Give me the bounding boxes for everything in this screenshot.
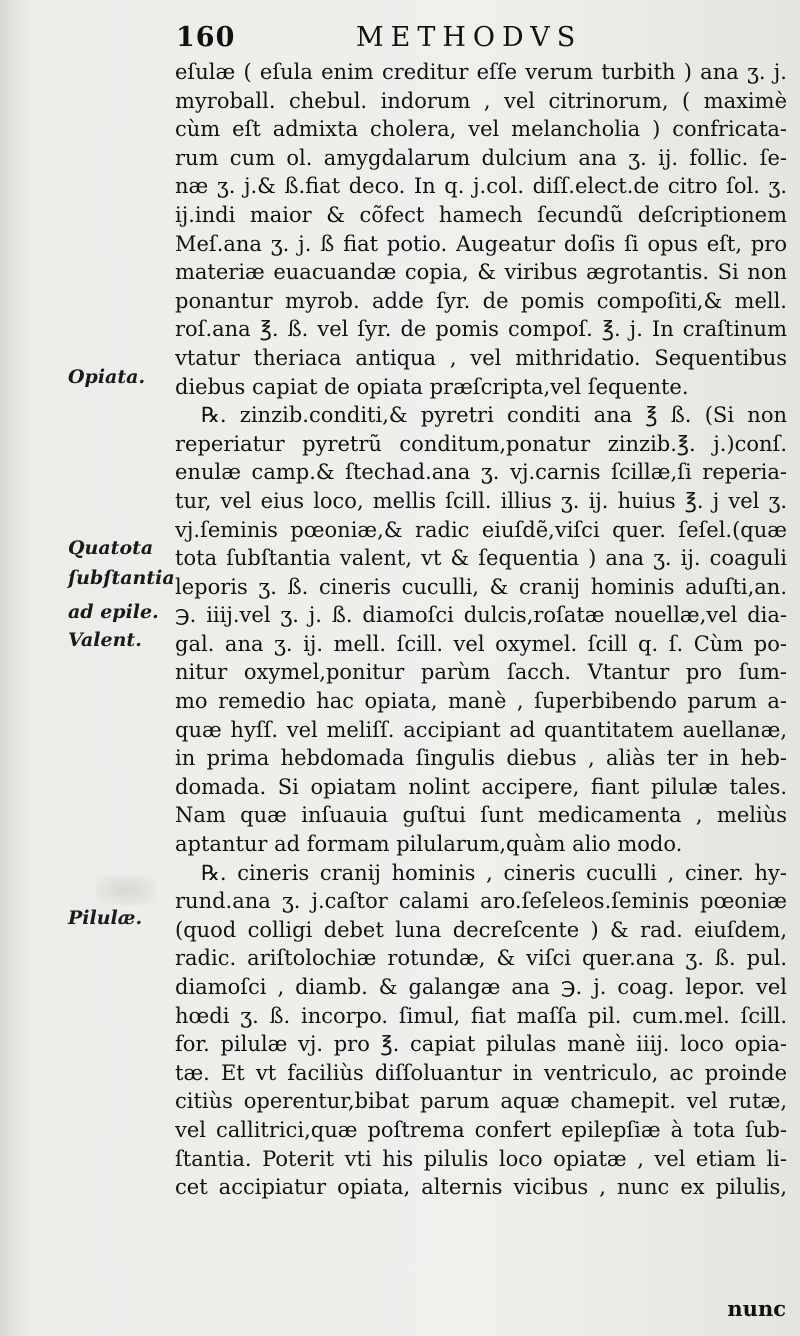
text-line: (quod colligi debet luna decreſcente ) & rad. eiuſdem, bbox=[175, 917, 787, 942]
text-line: domada. Si opiatam nolint accipere, fiant pilulæ tales. bbox=[175, 774, 787, 799]
margin-note-quatota: Quatota bbox=[68, 537, 154, 559]
text-line: ſtantia. Poterit vti his pilulis loco opiatæ , vel etiam li- bbox=[175, 1146, 787, 1171]
text-line: Meſ.ana ʒ. j. ß fiat potio. Augeatur doſis ſi opus eſt, pro bbox=[175, 231, 787, 256]
text-line: nitur oxymel,ponitur parùm ſacch. Vtantur pro ſum- bbox=[175, 660, 787, 685]
text-line: rund.ana ʒ. j.caſtor calami aro.ſeſeleos.ſeminis pœoniæ bbox=[175, 889, 787, 914]
text-line: vtatur theriaca antiqua , vel mithridatio. Sequentibus bbox=[175, 345, 787, 370]
text-line: eſulæ ( eſula enim creditur eſſe verum turbith ) ana ʒ. j. bbox=[175, 60, 787, 84]
text-line: rum cum ol. amygdalarum dulcium ana ʒ. ij. follic. ſe- bbox=[175, 145, 787, 170]
text-line: materiæ euacuandæ copia, & viribus ægrotantis. Si non bbox=[175, 260, 787, 285]
text-line: tur, vel eius loco, mellis ſcill. illius ʒ. ij. huius ℥. j vel ʒ. bbox=[175, 488, 787, 513]
margin-note-valent: Valent. bbox=[68, 629, 142, 651]
text-line: Nam quæ inſuauia guſtui ſunt medicamenta , meliùs bbox=[175, 803, 787, 828]
text-line: quæ hyſſ. vel meliſſ. accipiant ad quantitatem auellanæ, bbox=[175, 717, 787, 742]
text-line: næ ʒ. j.& ß.fiat deco. In q. j.col. diſſ.elect.de citro ſol. ʒ. bbox=[175, 174, 787, 199]
text-line: roſ.ana ℥. ß. vel ſyr. de pomis compoſ. ℥. j. In craſtinum bbox=[175, 317, 787, 342]
ink-smudge bbox=[96, 875, 156, 905]
text-line: reperiatur pyretrũ conditum,ponatur zinzib.℥. j.)conſ. bbox=[175, 431, 787, 456]
body-text bbox=[175, 58, 787, 1202]
text-line: ponantur myrob. adde ſyr. de pomis compoſiti,& mell. bbox=[175, 288, 787, 313]
text-line: radic. ariſtolochiæ rotundæ, & viſci quer.ana ʒ. ß. pul. bbox=[175, 946, 787, 971]
text-line: vj.ſeminis pœoniæ,& radic eiuſdẽ,viſci quer. ſeſel.(quæ bbox=[175, 517, 787, 542]
page-number: 160 bbox=[176, 22, 236, 53]
text-line: hœdi ʒ. ß. incorpo. ſimul, fiat maſſa pil. cum.mel. ſcill. bbox=[175, 1003, 787, 1028]
page-header bbox=[176, 20, 786, 60]
margin-note-ad-epile: ad epile. bbox=[68, 601, 159, 623]
text-line: ij.indi maior & cõfect hamech ſecundũ deſcriptionem bbox=[175, 202, 787, 227]
text-line: vel callitrici,quæ poſtrema confert epilepſiæ à tota ſub- bbox=[175, 1117, 787, 1142]
catchword: nunc bbox=[727, 1296, 786, 1321]
text-line: citiùs operentur,bibat parum aquæ chamepit. vel rutæ, bbox=[175, 1089, 787, 1114]
margin-note-opiata: Opiata. bbox=[68, 366, 146, 388]
text-line: tæ. Et vt faciliùs diſſoluantur in ventriculo, ac proinde bbox=[175, 1060, 787, 1085]
text-line: ℞. zinzib.conditi,& pyretri conditi ana ℥ ß. (Si non bbox=[201, 403, 787, 428]
text-line: cet accipiatur opiata, alternis vicibus , nunc ex pilulis, bbox=[175, 1175, 787, 1200]
text-line: in prima hebdomada ſingulis diebus , aliàs ter in heb- bbox=[175, 746, 787, 771]
text-line: for. pilulæ vj. pro ℥. capiat pilulas manè iiij. loco opia- bbox=[175, 1032, 787, 1057]
text-line: enulæ camp.& ſtechad.ana ʒ. vj.carnis ſcillæ,ſi reperia- bbox=[175, 460, 787, 485]
text-line: cùm eſt admixta cholera, vel melancholia ) confricata- bbox=[175, 117, 787, 142]
margin-note-substantia: ſubſtantia bbox=[68, 567, 175, 589]
text-line: ℈. iiij.vel ʒ. j. ß. diamoſci dulcis,roſatæ nouellæ,vel dia- bbox=[175, 603, 787, 628]
text-line: leporis ʒ. ß. cineris cuculli, & cranij hominis aduſti,an. bbox=[175, 574, 787, 599]
text-line: aptantur ad formam pilularum,quàm alio modo. bbox=[175, 832, 683, 857]
text-line: tota ſubſtantia valent, vt & ſequentia ) ana ʒ. ij. coaguli bbox=[175, 546, 787, 571]
text-line: ℞. cineris cranij hominis , cineris cuculli , ciner. hy- bbox=[201, 860, 787, 885]
text-line: mo remedio hac opiata, manè , ſuperbibendo parum a- bbox=[175, 689, 787, 714]
text-line: diamoſci , diamb. & galangæ ana ℈. j. coag. lepor. vel bbox=[175, 975, 787, 999]
text-line: gal. ana ʒ. ij. mell. ſcill. vel oxymel. ſcill q. ſ. Cùm po- bbox=[175, 631, 787, 656]
margin-note-pilulae: Pilulæ. bbox=[68, 907, 143, 929]
text-line: diebus capiat de opiata præſcripta,vel ſequente. bbox=[175, 374, 689, 399]
text-line: myroball. chebul. indorum , vel citrinorum, ( maximè bbox=[175, 88, 787, 113]
running-head: METHODVS bbox=[356, 22, 583, 53]
